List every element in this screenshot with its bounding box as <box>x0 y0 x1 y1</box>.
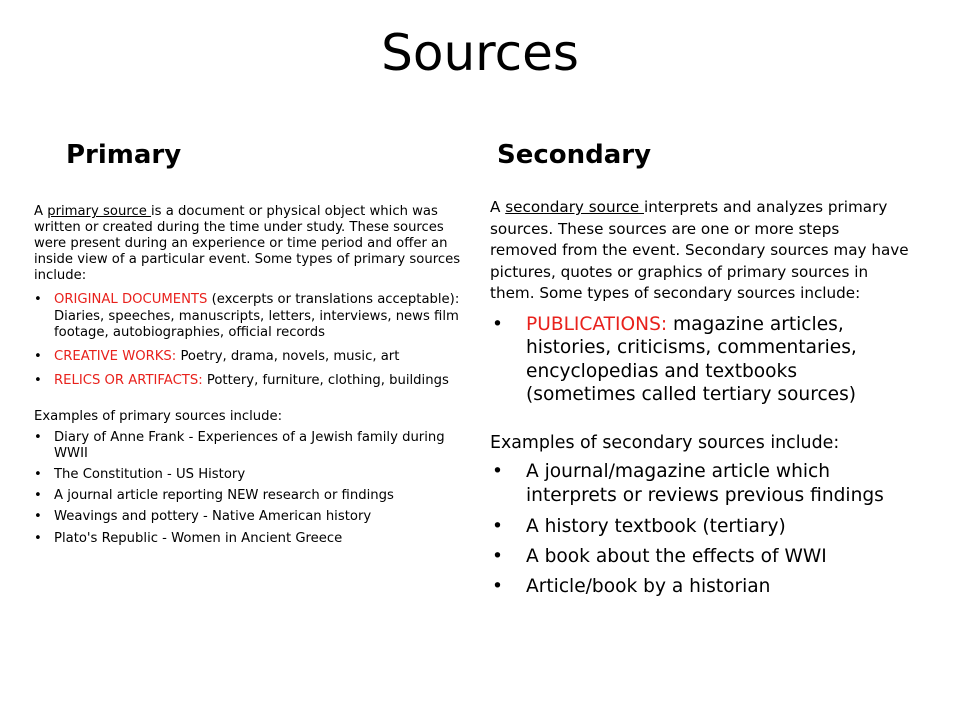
secondary-examples-list <box>490 460 910 599</box>
list-item <box>34 373 464 389</box>
list-item: • Diary of Anne Frank - Experiences of a Jewish family during WWII <box>34 430 464 462</box>
type-text: magazine articles, histories, criticisms, commentaries, encyclopedias and textbooks (sometimes called tertiary sources) <box>526 313 857 406</box>
list-item <box>490 313 910 407</box>
primary-column <box>34 204 464 547</box>
list-item <box>34 292 464 340</box>
secondary-column <box>490 197 910 599</box>
list-item: • Weavings and pottery - Native American history <box>34 509 464 525</box>
secondary-intro <box>490 197 910 305</box>
primary-types-list <box>34 292 464 388</box>
primary-intro <box>34 204 464 284</box>
type-text: Poetry, drama, novels, music, art <box>176 348 400 364</box>
list-item: • A book about the effects of WWI <box>490 545 910 569</box>
secondary-source-term: secondary source <box>505 198 645 216</box>
list-item: • Plato's Republic - Women in Ancient Greece <box>34 531 464 547</box>
primary-intro-lead: A <box>34 204 48 219</box>
primary-heading: Primary <box>66 140 182 170</box>
list-item: • A journal article reporting NEW research or findings <box>34 488 464 504</box>
type-label: RELICS OR ARTIFACTS: <box>54 372 203 388</box>
secondary-intro-body: interprets and analyzes primary sources. These sources are one or more steps removed from the event. Secondary sources may have pictures, quotes or graphics of primary sources in them. Some types of secondary sources include: <box>490 198 909 303</box>
type-label: CREATIVE WORKS: <box>54 348 177 364</box>
secondary-examples-label: Examples of secondary sources include: <box>490 432 840 453</box>
slide-title: Sources <box>381 24 579 82</box>
secondary-intro-lead: A <box>490 198 506 216</box>
type-text: Pottery, furniture, clothing, buildings <box>202 372 449 388</box>
list-item: • The Constitution - US History <box>34 467 464 483</box>
type-label: PUBLICATIONS: <box>526 313 668 335</box>
secondary-heading: Secondary <box>497 140 652 170</box>
list-item: • A history textbook (tertiary) <box>490 515 910 539</box>
primary-intro-body: is a document or physical object which was written or created during the time under study. These sources were present during an experience or time period and offer an inside view of a particular event. Some types of primary sources include: <box>34 204 461 284</box>
list-item <box>34 349 464 365</box>
secondary-types-list <box>490 313 910 407</box>
list-item: • Article/book by a historian <box>490 575 910 599</box>
type-label: ORIGINAL DOCUMENTS <box>54 292 208 308</box>
primary-examples-label: Examples of primary sources include: <box>34 408 283 424</box>
primary-examples-list <box>34 430 464 547</box>
type-text: (excerpts or translations acceptable): Diaries, speeches, manuscripts, letters, interviews, news film footage, autobiographies, official records <box>54 292 460 340</box>
list-item: • A journal/magazine article which interprets or reviews previous findings <box>490 460 910 508</box>
primary-source-term: primary source <box>47 204 152 219</box>
